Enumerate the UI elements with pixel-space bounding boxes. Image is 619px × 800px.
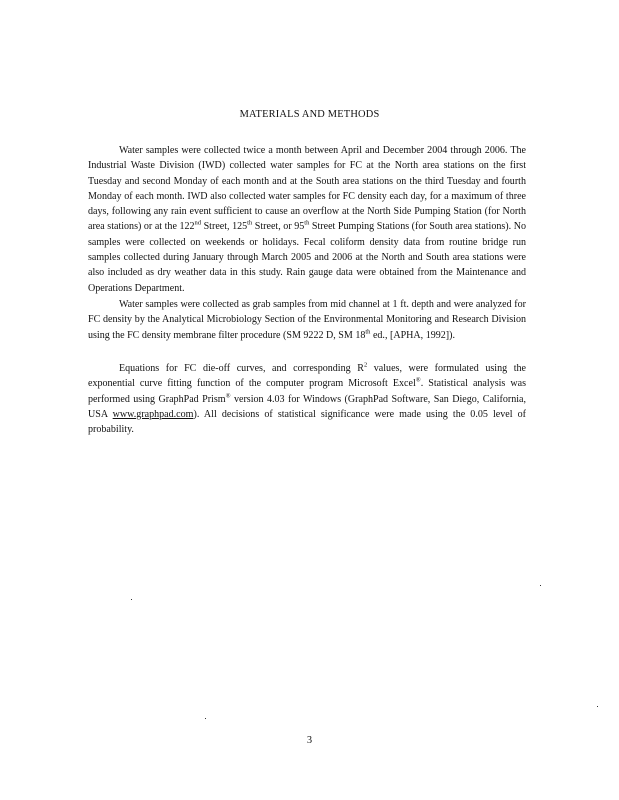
- superscript: 2: [363, 361, 368, 369]
- page-number: 3: [306, 735, 313, 746]
- paragraph-text: Water samples were collected twice a month between April and December 2004 through 2006. The Industrial Waste Division (IWD) collected water samples for FC at the North area stations on the first Tuesday and second Monday of each month and at the South area stations on the third Tuesday and fourth Monday of each month. IWD also collected water samples for FC density each day, for a maximum of three days, following any rain event sufficient to cause an overflow at the North Side Pumping Station (for North area stations) or at the 122: [88, 145, 526, 233]
- scan-speck: [205, 718, 206, 719]
- scan-speck: [597, 706, 598, 707]
- paragraph-text: Water samples were collected as grab samples from mid channel at 1 ft. depth and were analyzed for FC density by the Analytical Microbiology Section of the Environmental Monitoring and Research Division using the FC density membrane filter procedure (SM 9222 D, SM 18: [88, 299, 526, 341]
- paragraph-text: version 4.03 for Windows (GraphPad Software, San Diego, California, USA: [88, 393, 526, 420]
- scan-speck: [540, 585, 541, 586]
- paragraph-text: ed., [APHA, 1992]).: [370, 329, 455, 341]
- paragraph-text: ). All decisions of statistical significance were made using the 0.05 level of probability.: [88, 408, 526, 436]
- graphpad-link[interactable]: www.graphpad.com: [112, 408, 194, 420]
- scan-speck: [131, 599, 132, 600]
- superscript: th: [365, 328, 371, 336]
- superscript: th: [247, 220, 253, 228]
- paragraph-text: Street, 125: [201, 221, 248, 233]
- page-title: MATERIALS AND METHODS: [239, 109, 380, 120]
- paragraph-text: Equations for FC die-off curves, and corresponding R: [119, 363, 364, 374]
- paragraph-text: Street, or 95: [252, 221, 305, 233]
- paragraph-text: Street Pumping Stations (for South area stations). No samples were collected on weekends or holidays. Fecal coliform density data from routine bridge run samples collected during January through March 2005 and 2006 at the North and South area stations were also included as dry weather data in this study. Rain gauge data were obtained from the Maintenance and Operations Department.: [88, 221, 526, 294]
- superscript: nd: [194, 220, 202, 228]
- superscript: th: [304, 220, 310, 228]
- superscript: ®: [225, 392, 231, 400]
- paragraph-text: . Statistical analysis was performed using GraphPad Prism: [88, 378, 526, 405]
- superscript: ®: [415, 376, 421, 384]
- paragraph-sampling-schedule: [88, 143, 526, 296]
- paragraph-statistics: [88, 361, 526, 437]
- paragraph-text: values, were formulated using the exponential curve fitting function of the computer program Microsoft Excel: [88, 363, 526, 390]
- paragraph-sample-analysis: [88, 297, 526, 343]
